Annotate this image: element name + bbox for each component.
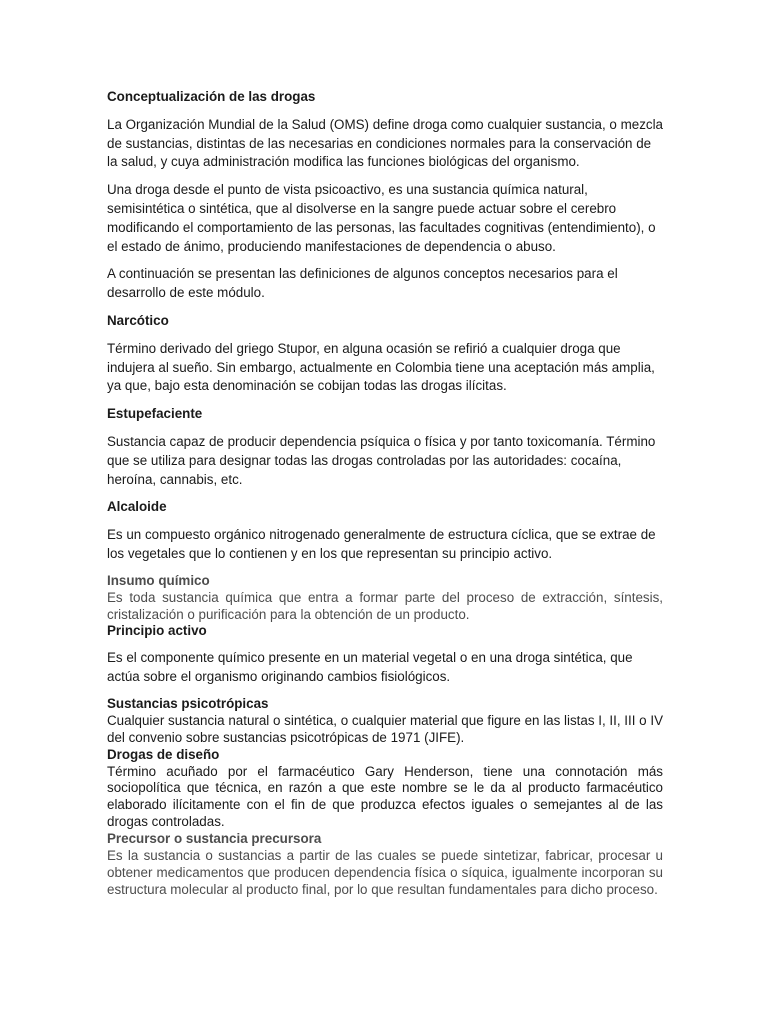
section-heading-insumo-quimico: Insumo químico [107,572,210,588]
section-body-insumo-quimico: Es toda sustancia química que entra a formar parte del proceso de extracción, síntesis, cristalización o purificación para la obtención de un producto. [107,589,663,622]
compact-block-definitions [107,696,663,899]
section-heading-alcaloide: Alcaloide [107,499,167,515]
section-body-estupefaciente: Sustancia capaz de producir dependencia psíquica o física y por tanto toxicomanía. Término que se utiliza para designar todas las drogas controladas por las autoridades: cocaína, heroína, cannabis, etc. [107,433,656,487]
section-body-principio-activo: Es el componente químico presente en un material vegetal o en una droga sintética, que actúa sobre el organismo originando cambios fisiológicos. [107,650,633,685]
intro-paragraph-continuacion: A continuación se presentan las definiciones de algunos conceptos necesarios para el desarrollo de este módulo. [107,266,618,301]
section-heading-drogas-de-diseno: Drogas de diseño [107,746,220,762]
section-body-precursor: Es la sustancia o sustancias a partir de las cuales se puede sintetizar, fabricar, procesar u obtener medicamentos que producen dependencia física o síquica, igualmente incorporan su estructura molecular al producto final, por lo que resultan fundamentales para dicho proceso. [107,848,663,897]
intro-paragraph-oms: La Organización Mundial de la Salud (OMS) define droga como cualquier sustancia, o mezcla de sustancias, distintas de las necesarias en condiciones normales para la conservación de la salud, y cuya administración modifica las funciones biológicas del organismo. [107,116,664,170]
intro-paragraph-psicoactivo: Una droga desde el punto de vista psicoactivo, es una sustancia química natural, semisintética o sintética, que al disolverse en la sangre puede actuar sobre el cerebro modificando el comportamiento de las personas, las facultades cognitivas (entendimiento), o el estado de ánimo, produciendo manifestaciones de dependencia o abuso. [107,182,656,254]
section-body-sustancias-psicotropicas: Cualquier sustancia natural o sintética, o cualquier material que figure en las listas I, II, III o IV del convenio sobre sustancias psicotrópicas de 1971 (JIFE). [107,712,663,745]
section-heading-principio-activo: Principio activo [107,623,207,639]
section-body-narcotico: Término derivado del griego Stupor, en alguna ocasión se refirió a cualquier droga que indujera al sueño. Sin embargo, actualmente en Colombia tiene una aceptación más amplia, ya que, bajo esta denominación se cobijan todas las drogas ilícitas. [107,340,655,394]
section-heading-precursor: Precursor o sustancia precursora [107,831,322,847]
section-heading-narcotico: Narcótico [107,312,169,328]
document-title: Conceptualización de las drogas [107,89,316,104]
section-heading-estupefaciente: Estupefaciente [107,406,203,422]
document-page [107,88,663,899]
section-heading-sustancias-psicotropicas: Sustancias psicotrópicas [107,695,269,711]
compact-block-insumo [107,573,663,641]
section-body-alcaloide: Es un compuesto orgánico nitrogenado generalmente de estructura cíclica, que se extrae de los vegetales que lo contienen y en los que representan su principio activo. [107,527,656,561]
section-body-drogas-de-diseno: Término acuñado por el farmacéutico Gary Henderson, tiene una connotación más sociopolítica que técnica, en razón a que este nombre se le da al producto farmacéutico elaborado ilícitamente con el fin de que produzca efectos iguales o semejantes al de las drogas controladas. [107,763,663,830]
